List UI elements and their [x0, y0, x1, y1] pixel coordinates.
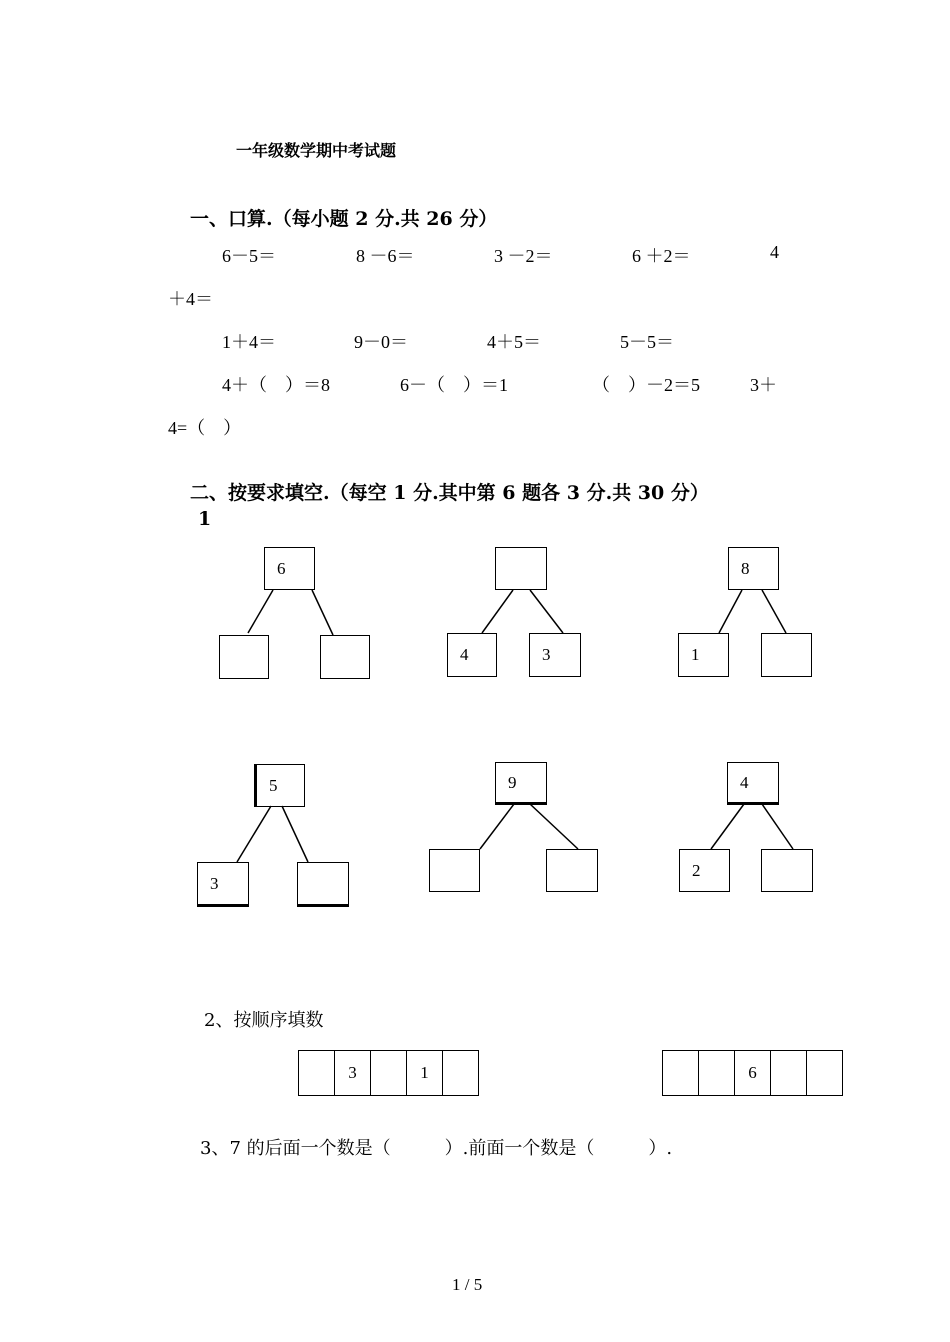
calc-row1-item1: 6－5＝	[222, 246, 276, 266]
calc-row3-item1: 4＋（ ）＝8	[222, 375, 330, 395]
seq1-cell[interactable]	[370, 1050, 407, 1096]
bond1-top-box	[264, 547, 315, 590]
question1-label: 1	[198, 508, 212, 530]
seq1-cell[interactable]	[298, 1050, 335, 1096]
bond2-top-box[interactable]	[495, 547, 547, 590]
section1-heading: 一、口算.（每小题 2 分.共 26 分）	[190, 208, 498, 230]
seq2-cell[interactable]	[662, 1050, 699, 1096]
seq2-cell[interactable]	[698, 1050, 735, 1096]
bond3-left-value: 1	[691, 645, 700, 664]
bond4-top-value: 5	[269, 775, 278, 795]
calc-row3-item2: 6－（ ）＝1	[400, 375, 508, 395]
calc-row2-item3: 4＋5＝	[487, 332, 541, 352]
bond5-right-box[interactable]	[546, 849, 598, 892]
bond6-left-value: 2	[692, 860, 701, 880]
question3-text: 3、7 的后面一个数是（ ）.前面一个数是（ ）.	[200, 1138, 673, 1159]
bond6-top-value: 4	[740, 772, 749, 792]
page-number: 1 / 5	[452, 1275, 483, 1294]
bond1-right-box[interactable]	[320, 635, 370, 679]
bond5-left-box[interactable]	[429, 849, 480, 892]
bond6-top-box	[727, 762, 779, 805]
seq2-cell[interactable]	[806, 1050, 843, 1096]
calc-row3-item3: （ ）－2＝5	[592, 375, 700, 395]
calc-row1-item5: 4	[770, 242, 779, 262]
bond4-top-box	[254, 764, 305, 807]
bond4-right-box[interactable]	[297, 862, 349, 907]
bond5-top-box	[495, 762, 547, 805]
calc-row2-item4: 5－5＝	[620, 332, 674, 352]
bond3-top-box	[728, 547, 779, 590]
calc-row1-item2: 8 －6＝	[356, 246, 415, 266]
bond2-left-value: 4	[460, 645, 469, 664]
bond3-right-box[interactable]	[761, 633, 812, 677]
calc-row2-item2: 9－0＝	[354, 332, 408, 352]
seq1-cell: 1	[406, 1050, 443, 1096]
sequence-row-1	[299, 1050, 479, 1096]
bond2-right-box	[529, 633, 581, 677]
bond4-left-value: 3	[210, 873, 219, 893]
calc-row1-item4: 6 ＋2＝	[632, 246, 691, 266]
bond1-top-value: 6	[277, 558, 286, 578]
bond3-left-box	[678, 633, 729, 677]
bond3-top-value: 8	[741, 558, 750, 578]
bond2-left-box	[447, 633, 497, 677]
seq2-cell[interactable]	[770, 1050, 807, 1096]
sequence-row-2	[663, 1050, 843, 1096]
calc-row1-item3: 3 －2＝	[494, 246, 553, 266]
bond1-left-box[interactable]	[219, 635, 269, 679]
calc-row3-wrap: 4=（ ）	[168, 418, 242, 438]
doc-title: 一年级数学期中考试题	[236, 141, 397, 160]
calc-row1-wrap: ＋4＝	[168, 289, 213, 309]
seq1-cell: 3	[334, 1050, 371, 1096]
question2-label: 2、按顺序填数	[204, 1010, 324, 1031]
seq2-cell: 6	[734, 1050, 771, 1096]
calc-row2-item1: 1＋4＝	[222, 332, 276, 352]
bond4-left-box	[197, 862, 249, 907]
section2-heading: 二、按要求填空.（每空 1 分.其中第 6 题各 3 分.共 30 分）	[190, 482, 709, 504]
bond6-left-box	[679, 849, 730, 892]
bond2-right-value: 3	[542, 645, 551, 664]
bond5-top-value: 9	[508, 772, 517, 792]
calc-row3-item4: 3＋	[750, 375, 777, 395]
bond6-right-box[interactable]	[761, 849, 813, 892]
seq1-cell[interactable]	[442, 1050, 479, 1096]
